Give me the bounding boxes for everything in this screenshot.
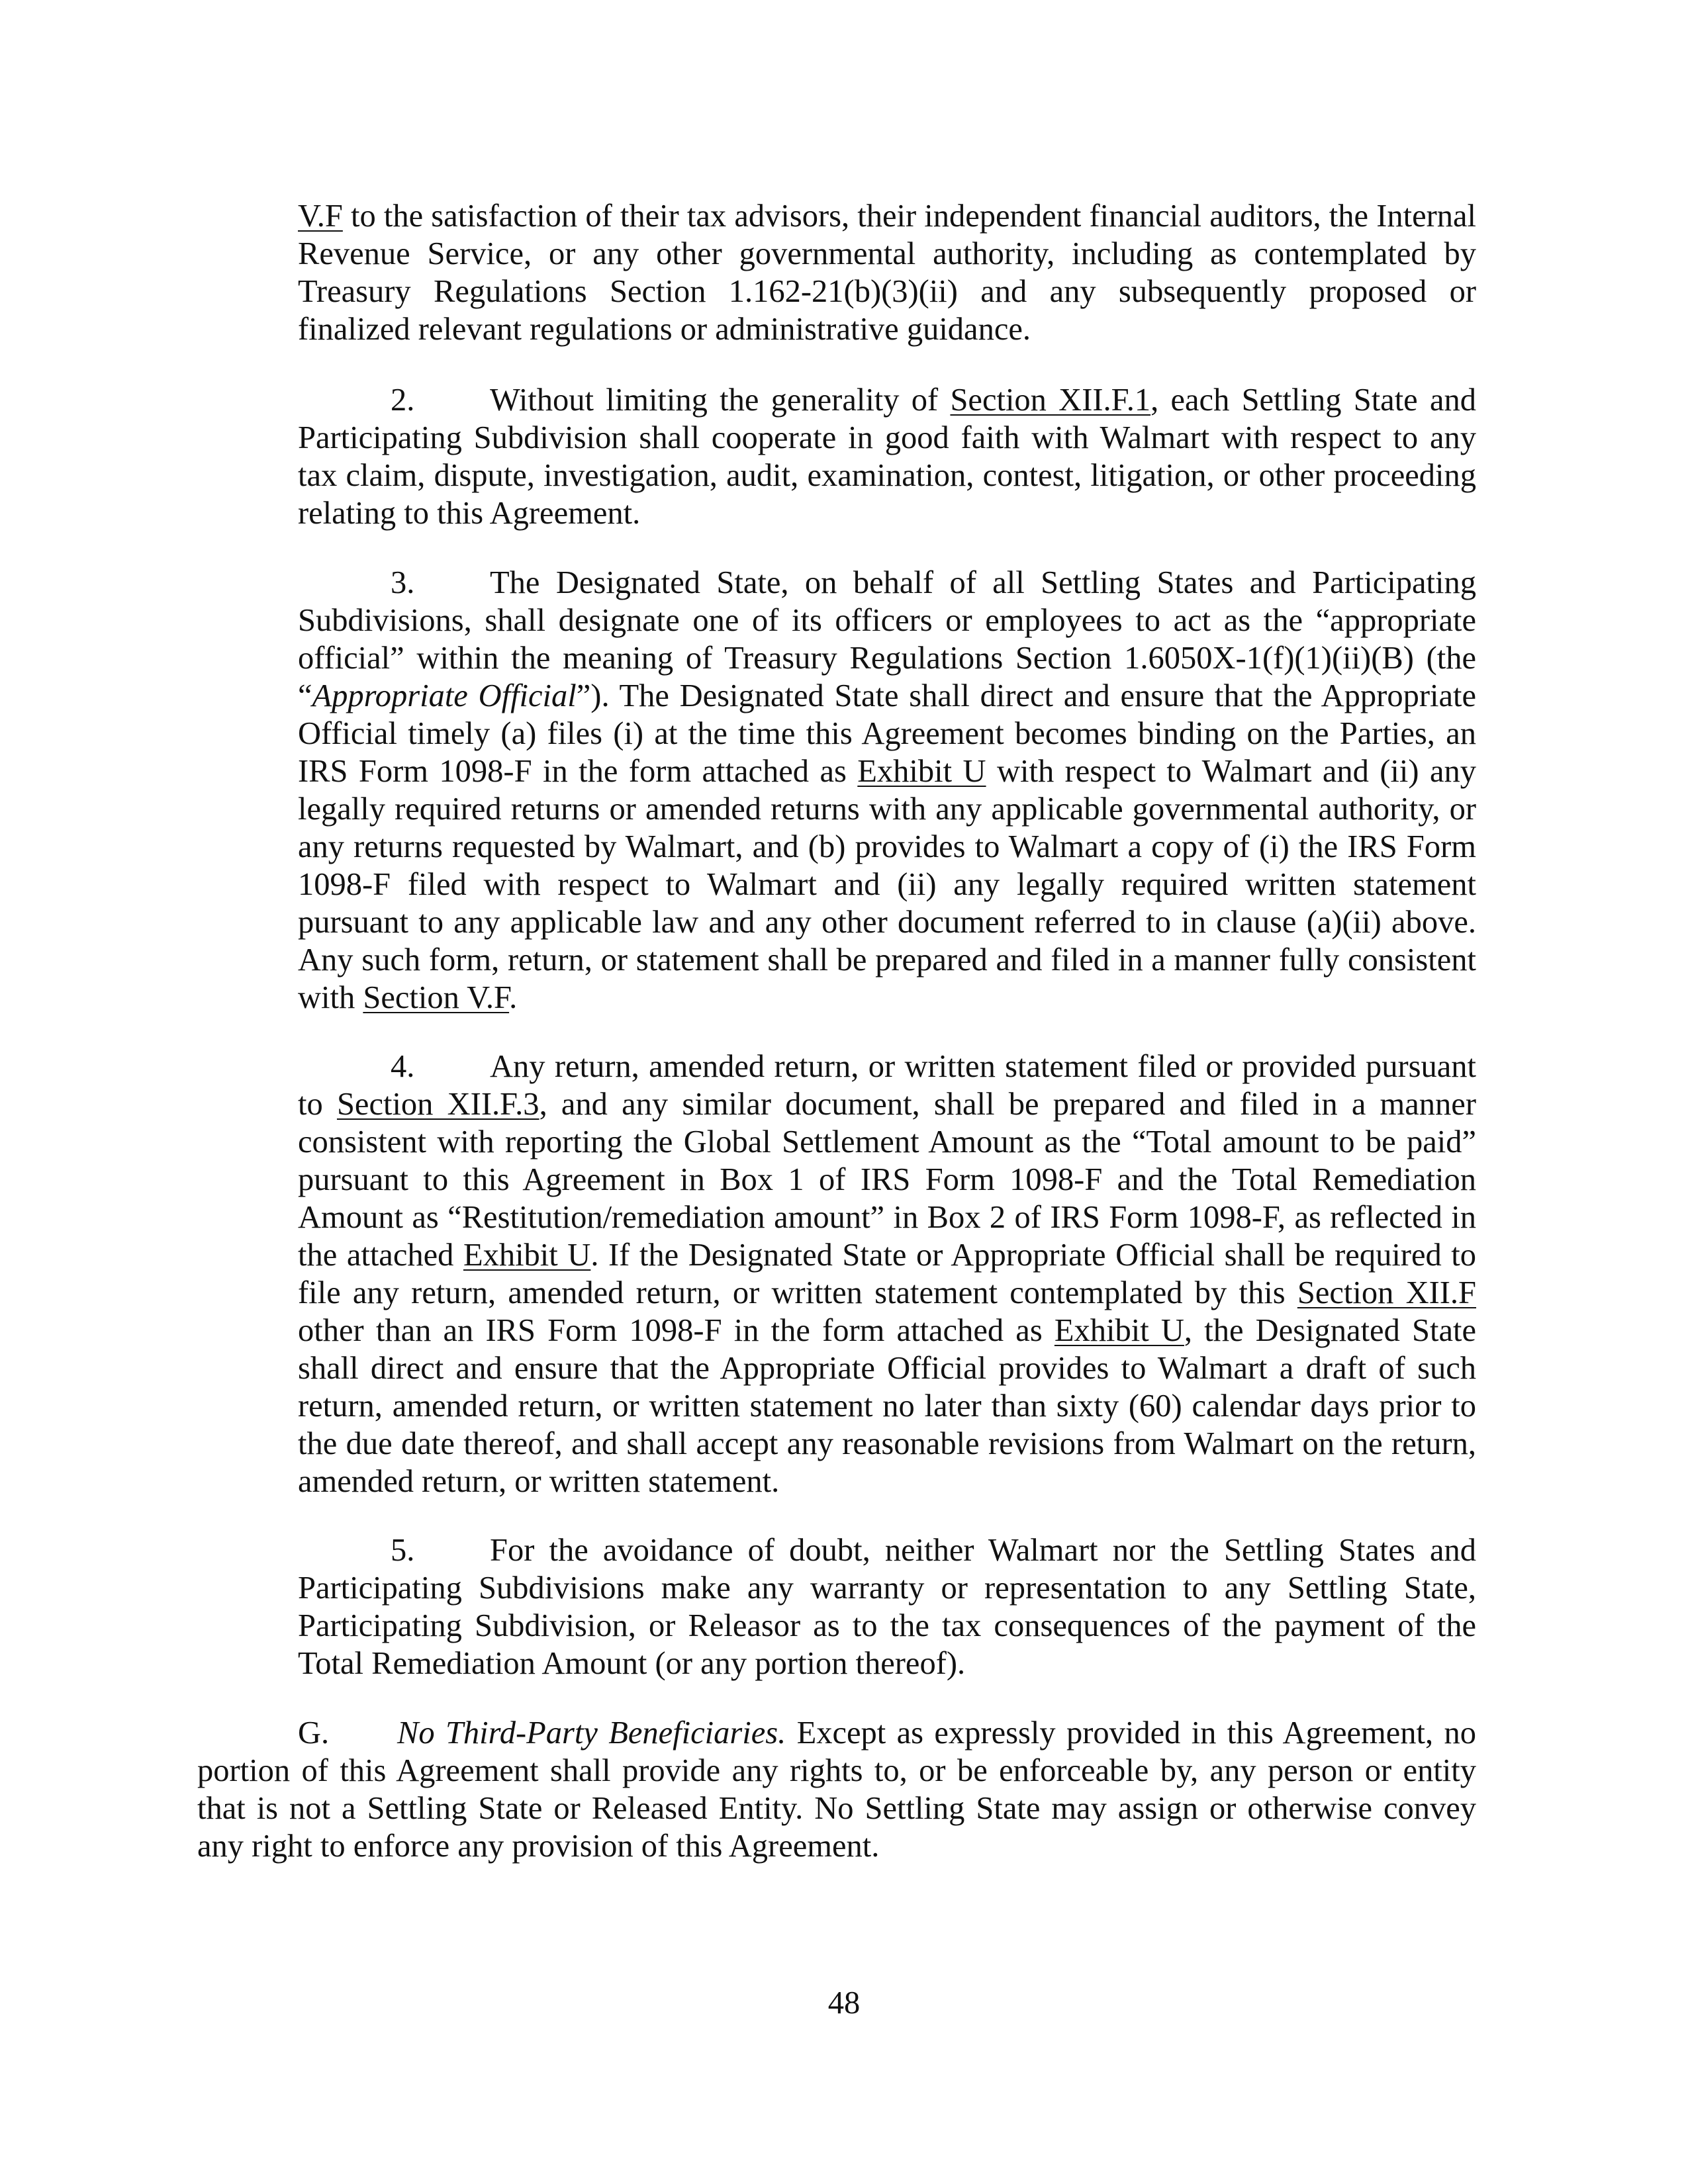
paragraph-text: ”). The Designated State shall direct and ensure that the Appropriate Official timely (a) files (i) at the time this Agreement becomes binding on the Parties, an IRS Form 1098-F in the form attached as	[298, 678, 1476, 789]
paragraph-text: , the Designated State shall direct and ensure that the Appropriate Official provides to Walmart a draft of such return, amended return, or written statement no later than sixty (60) calendar days prior to the due date thereof, and shall accept any reasonable revisions from Walmart on the return, amended return, or written statement.	[298, 1313, 1476, 1499]
section-reference-link: V.F	[298, 199, 343, 234]
paragraph-text: with respect to Walmart and (ii) any legally required returns or amended returns with any applicable governmental authority, or any returns requested by Walmart, and (b) provides to Walmart a copy of (i) the IRS Form 1098-F filed with respect to Walmart and (ii) any legally required written statement pursuant to any applicable law and any other document referred to in clause (a)(ii) above. Any such form, return, or statement shall be prepared and filed in a manner fully consistent with	[298, 754, 1476, 1015]
paragraph-continuation	[298, 197, 1476, 348]
paragraph-number: 2.	[391, 383, 415, 418]
paragraph-text: , and any similar document, shall be prepared and filed in a manner consistent with reporting the Global Settlement Amount as the “Total amount to be paid” pursuant to this Agreement in Box 1 of IRS Form 1098-F and the Total Remediation Amount as “Restitution/remediation amount” in Box 2 of IRS Form 1098-F, as reflected in the attached	[298, 1087, 1476, 1273]
paragraph-text: . If the Designated State or Appropriate Official shall be required to file any return, amended return, or written statement contemplated by this	[298, 1238, 1477, 1310]
paragraph-text: The Designated State, on behalf of all Settling States and Participating Subdivisions, shall designate one of its officers or employees to act as the “appropriate official” within the meaning of Treasury Regulations Section 1.6050X-1(f)(1)(ii)(B) (the “	[298, 565, 1476, 713]
paragraph-text: , each Settling State and Participating Subdivision shall cooperate in good faith with Walmart with respect to any tax claim, dispute, investigation, audit, examination, contest, litigation, or other proceeding relating to this Agreement.	[298, 383, 1476, 531]
paragraph-4	[298, 1048, 1476, 1500]
paragraph-number: 4.	[391, 1049, 415, 1084]
section-label: G.	[298, 1715, 330, 1751]
exhibit-reference-link: Exhibit U	[463, 1238, 591, 1273]
exhibit-reference-link: Exhibit U	[857, 754, 986, 789]
paragraph-text: For the avoidance of doubt, neither Walmart nor the Settling States and Participating Subdivisions make any warranty or representation to any Settling State, Participating Subdivision, or Releasor as to the tax consequences of the payment of the Total Remediation Amount (or any portion thereof).	[298, 1533, 1476, 1681]
paragraph-2	[298, 381, 1476, 532]
paragraph-5	[298, 1531, 1476, 1682]
paragraph-text: Except as expressly provided in this Agreement, no portion of this Agreement shall provide any rights to, or be enforceable by, any person or entity that is not a Settling State or Released Entity. No Settling State may assign or otherwise convey any right to enforce any provision of this Agreement.	[197, 1715, 1477, 1864]
paragraph-text: to the satisfaction of their tax advisors, their independent financial auditors, the Internal Revenue Service, or any other governmental authority, including as contemplated by Treasury Regulations Section 1.162-21(b)(3)(ii) and any subsequently proposed or finalized relevant regulations or administrative guidance.	[298, 199, 1476, 347]
section-reference-link: Section V.F	[363, 980, 510, 1015]
section-heading: No Third-Party Beneficiaries.	[397, 1715, 786, 1751]
paragraph-text: other than an IRS Form 1098-F in the form attached as	[298, 1313, 1055, 1348]
defined-term: Appropriate Official	[312, 678, 577, 713]
paragraph-number: 5.	[391, 1533, 415, 1568]
section-g	[197, 1714, 1476, 1865]
section-reference-link: Section XII.F.3	[336, 1087, 539, 1122]
paragraph-text: Without limiting the generality of	[490, 383, 951, 418]
page-number: 48	[827, 1985, 861, 2021]
paragraph-text: .	[509, 980, 518, 1015]
paragraph-number: 3.	[391, 565, 415, 600]
paragraph-3	[298, 564, 1476, 1017]
section-reference-link: Section XII.F.1	[950, 383, 1151, 418]
paragraph-text: Any return, amended return, or written statement filed or provided pursuant to	[298, 1049, 1476, 1122]
exhibit-reference-link: Exhibit U	[1054, 1313, 1184, 1348]
section-reference-link: Section XII.F	[1297, 1275, 1477, 1310]
